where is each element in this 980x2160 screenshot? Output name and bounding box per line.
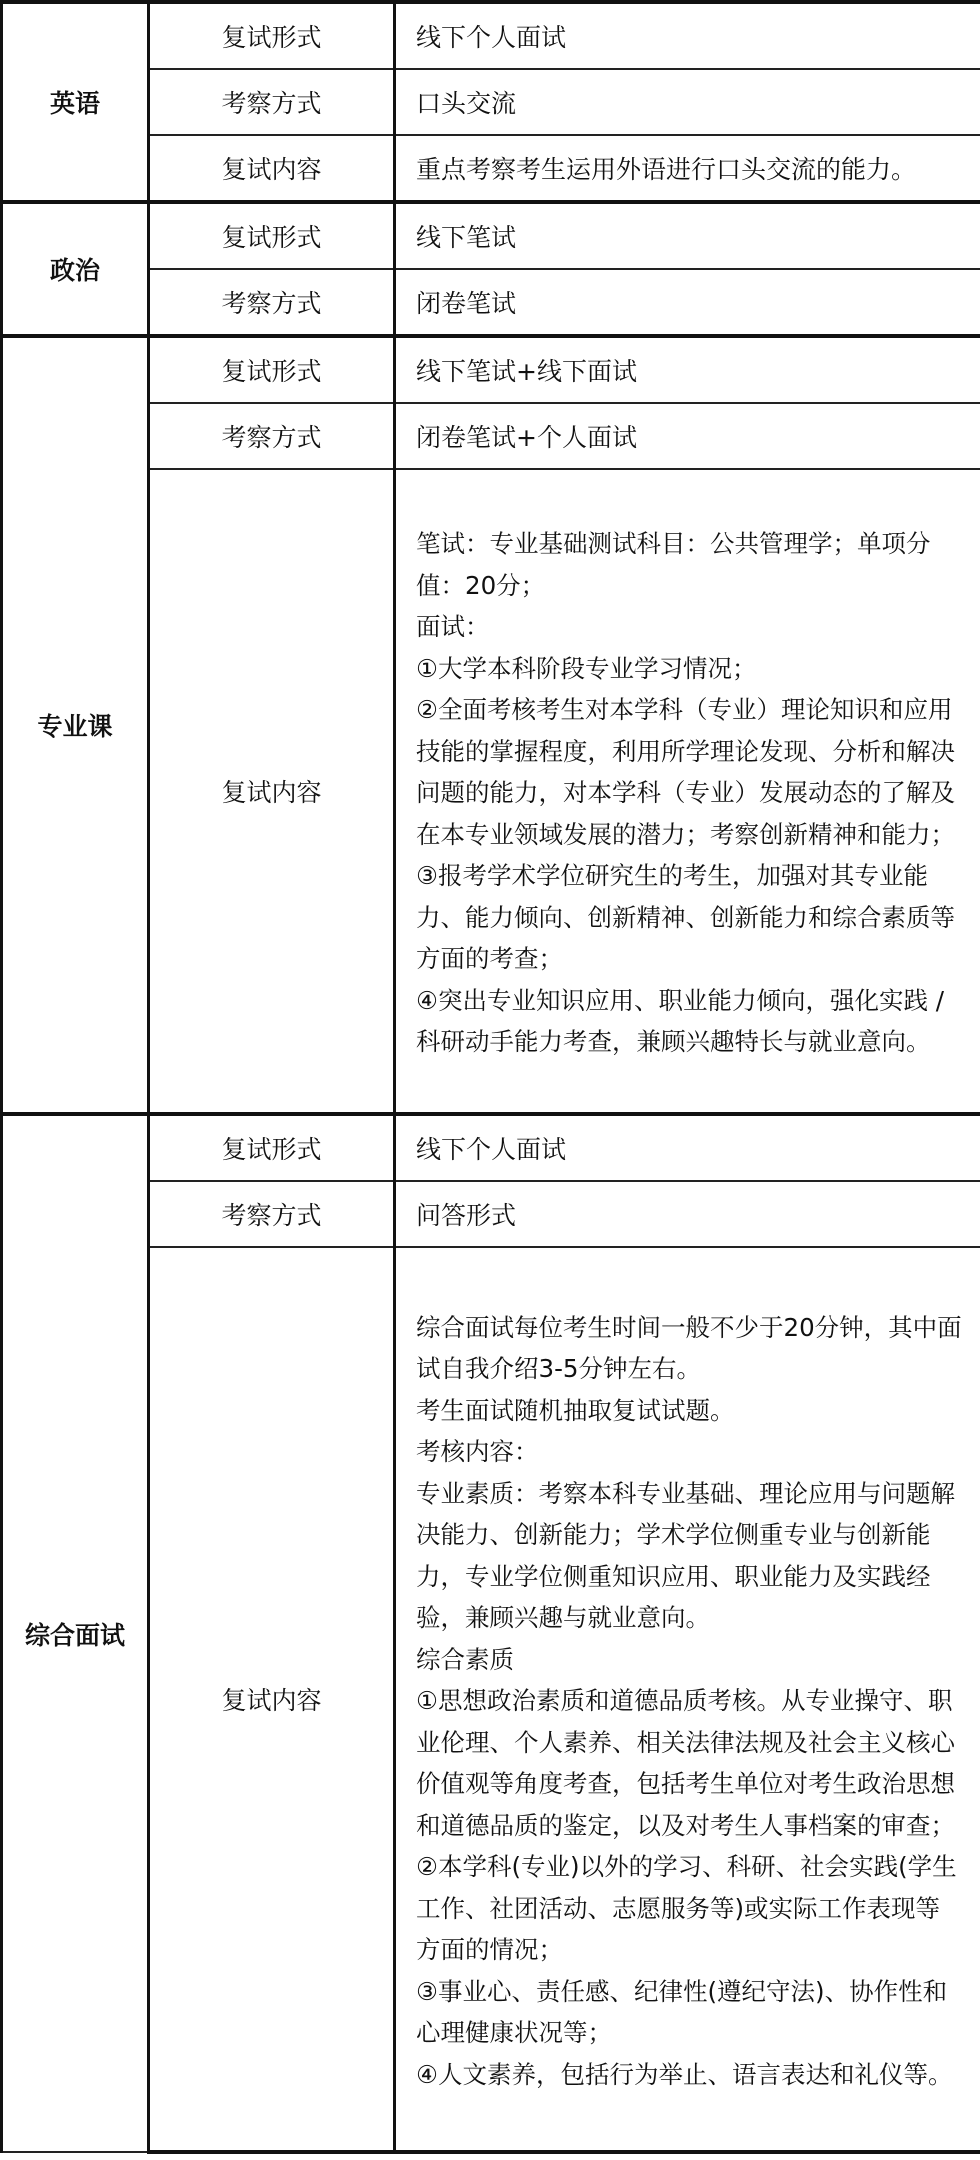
table-row (2, 1247, 980, 2152)
table-row (2, 1114, 980, 1181)
row-value: 问答形式 (395, 1181, 980, 1247)
row-label: 考察方式 (149, 269, 395, 336)
table-row (2, 336, 980, 403)
row-label: 复试形式 (149, 1114, 395, 1181)
table-row (2, 135, 980, 202)
row-value-multiline (395, 469, 980, 1114)
content-paragraph: ②全面考核考生对本学科（专业）理论知识和应用技能的掌握程度，利用所学理论发现、分析和解决问题的能力，对本学科（专业）发展动态的了解及在本专业领域发展的潜力；考察创新精神和能力； (416, 695, 955, 849)
row-label: 复试内容 (149, 1247, 395, 2152)
content-paragraph: 综合素质 (416, 1644, 514, 1674)
table-row (2, 2, 980, 69)
content-paragraph: ④突出专业知识应用、职业能力倾向，强化实践 / 科研动手能力考查，兼顾兴趣特长与就业意向。 (416, 985, 945, 1057)
content-paragraph: ②本学科(专业)以外的学习、科研、社会实践(学生工作、社团活动、志愿服务等)或实际工作表现等方面的情况； (416, 1852, 957, 1965)
row-label: 考察方式 (149, 69, 395, 135)
row-label: 考察方式 (149, 403, 395, 469)
row-label: 复试内容 (149, 469, 395, 1114)
content-paragraph: 综合面试每位考生时间一般不少于20分钟，其中面试自我介绍3-5分钟左右。 (416, 1312, 962, 1384)
row-value: 重点考察考生运用外语进行口头交流的能力。 (395, 135, 980, 202)
row-label: 复试形式 (149, 202, 395, 269)
content-paragraph: 笔试：专业基础测试科目：公共管理学；单项分值：20分； (416, 529, 931, 600)
table-row (2, 469, 980, 1114)
content-paragraph: ④人文素养，包括行为举止、语言表达和礼仪等。 (416, 2059, 953, 2089)
content-paragraph: 考核内容： (416, 1437, 539, 1467)
row-label: 考察方式 (149, 1181, 395, 1247)
content-paragraph: ①大学本科阶段专业学习情况； (416, 653, 757, 683)
content-paragraph: ③事业心、责任感、纪律性(遵纪守法)、协作性和心理健康状况等； (416, 1976, 948, 2048)
table-row (2, 269, 980, 336)
row-value: 口头交流 (395, 69, 980, 135)
content-paragraph: ③报考学术学位研究生的考生，加强对其专业能力、能力倾向、创新精神、创新能力和综合素质等方面的考查； (416, 861, 955, 974)
section-politics: 政治 (2, 202, 149, 336)
row-value: 线下笔试+线下面试 (395, 336, 980, 403)
content-paragraph: 专业素质：考察本科专业基础、理论应用与问题解决能力、创新能力；学术学位侧重专业与创新能力，专业学位侧重知识应用、职业能力及实践经验，兼顾兴趣与就业意向。 (416, 1478, 955, 1633)
table-row (2, 69, 980, 135)
row-value: 闭卷笔试 (395, 269, 980, 336)
row-label: 复试形式 (149, 336, 395, 403)
content-paragraph: 面试： (416, 612, 490, 642)
table-row (2, 1181, 980, 1247)
section-major: 专业课 (2, 336, 149, 1114)
content-paragraph: 考生面试随机抽取复试试题。 (416, 1395, 735, 1425)
table-row (2, 403, 980, 469)
table-row (2, 202, 980, 269)
section-interview: 综合面试 (2, 1114, 149, 2152)
row-label: 复试形式 (149, 2, 395, 69)
content-paragraph: ①思想政治素质和道德品质考核。从专业操守、职业伦理、个人素养、相关法律法规及社会主义核心价值观等角度考查，包括考生单位对考生政治思想和道德品质的鉴定，以及对考生人事档案的审查； (416, 1686, 955, 1840)
row-value: 线下笔试 (395, 202, 980, 269)
section-english: 英语 (2, 2, 149, 202)
row-value: 线下个人面试 (395, 1114, 980, 1181)
row-value-multiline (395, 1247, 980, 2152)
row-label: 复试内容 (149, 135, 395, 202)
row-value: 闭卷笔试+个人面试 (395, 403, 980, 469)
row-value: 线下个人面试 (395, 2, 980, 69)
